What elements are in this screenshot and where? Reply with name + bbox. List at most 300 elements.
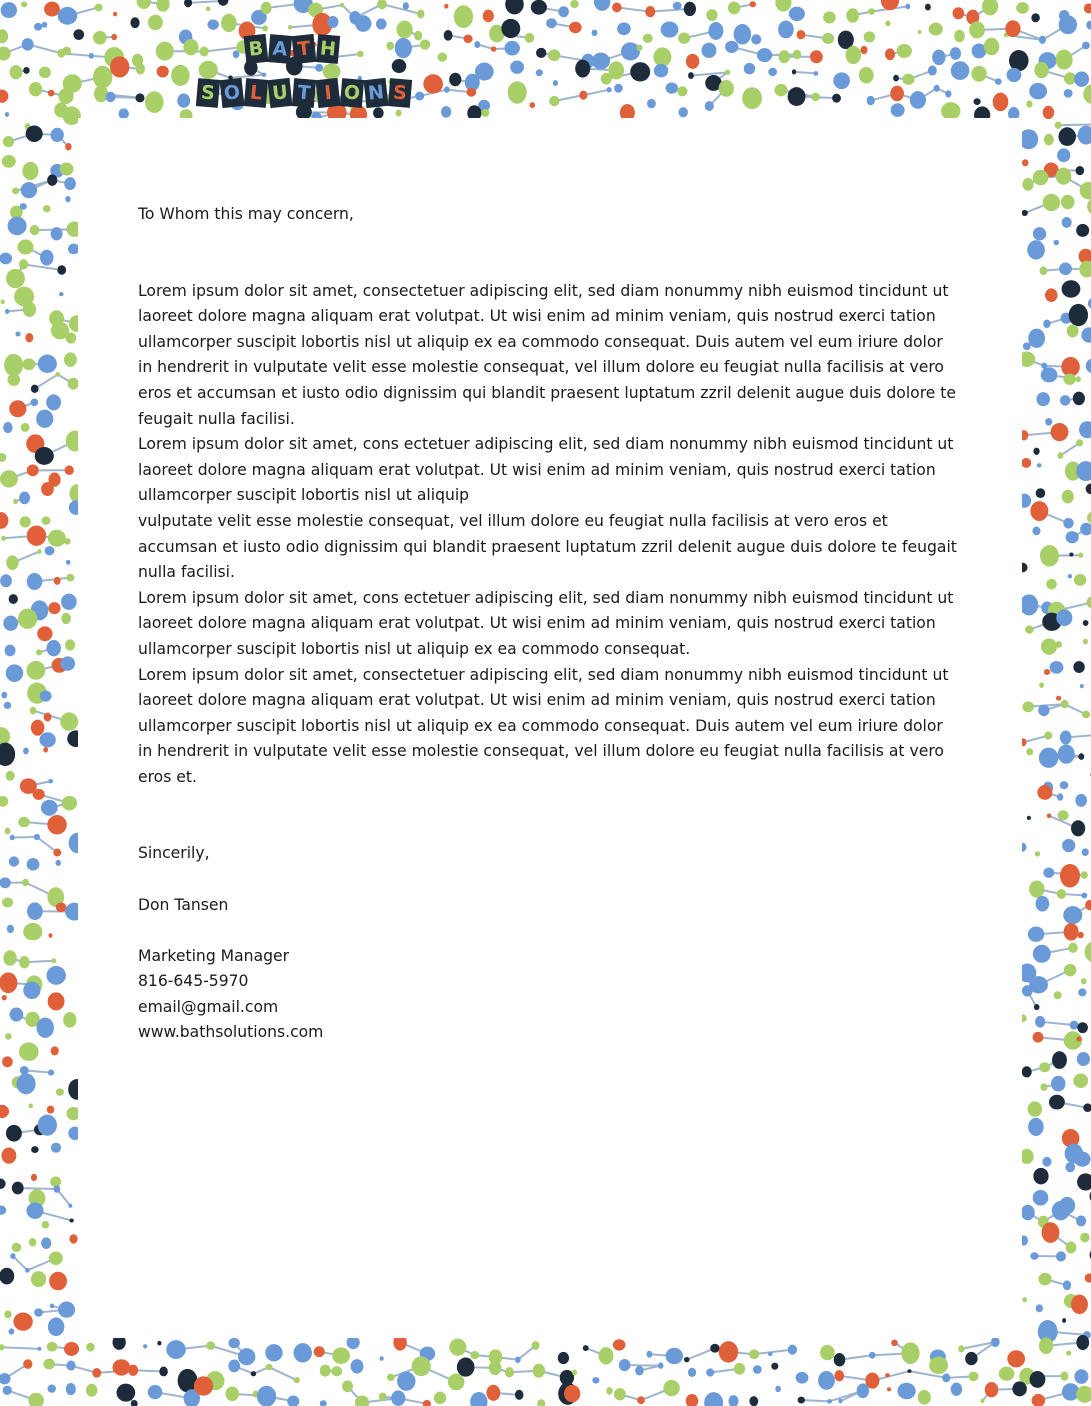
pattern-dot (1037, 785, 1052, 800)
logo-tile: U (268, 78, 293, 108)
pattern-dot (1078, 553, 1083, 558)
pattern-dot (531, 1341, 539, 1350)
pattern-dot (728, 1, 741, 14)
pattern-dot (1076, 1036, 1081, 1041)
pattern-dot (1086, 359, 1091, 373)
pattern-dot (351, 1359, 364, 1373)
pattern-dot (749, 1349, 759, 1359)
pattern-dot (444, 86, 450, 93)
pattern-dot (1044, 669, 1050, 675)
pattern-dot (1056, 696, 1061, 701)
pattern-dot (1055, 641, 1062, 648)
pattern-dot (177, 93, 190, 107)
pattern-dot (31, 1174, 37, 1181)
pattern-dot (0, 470, 18, 487)
pattern-dot (688, 72, 694, 79)
pattern-dot (228, 1360, 240, 1373)
logo-tile: O (340, 78, 364, 108)
pattern-dot (26, 125, 43, 141)
pattern-dot (725, 70, 731, 75)
pattern-dot (39, 732, 55, 747)
pattern-dot (1076, 166, 1085, 175)
pattern-dot (10, 1253, 15, 1259)
pattern-dot (23, 747, 29, 754)
pattern-dot (1056, 609, 1072, 626)
pattern-dot (69, 1234, 77, 1243)
pattern-dot (41, 1237, 51, 1249)
pattern-dot (728, 1395, 738, 1406)
pattern-dot (1085, 900, 1091, 910)
pattern-dot (434, 1392, 446, 1405)
pattern-dot (257, 1386, 276, 1406)
pattern-dot (658, 1362, 663, 1368)
logo-tile: A (268, 34, 292, 64)
pattern-dot (145, 91, 164, 113)
pattern-dot (64, 177, 76, 190)
pattern-dot (546, 18, 557, 28)
pattern-dot (1056, 1251, 1066, 1261)
pattern-dot (1084, 3, 1091, 13)
pattern-dot (47, 640, 61, 656)
pattern-dot (30, 225, 40, 235)
pattern-dot (137, 0, 151, 9)
pattern-dot (110, 56, 129, 77)
pattern-dot (1080, 182, 1091, 200)
pattern-dot (93, 66, 113, 89)
pattern-dot (902, 74, 914, 85)
logo-tile: I (316, 78, 341, 108)
pattern-dot (41, 482, 54, 496)
pattern-dot (136, 63, 145, 74)
pattern-dot (47, 174, 57, 185)
pattern-dot (34, 834, 40, 840)
pattern-dot (725, 41, 738, 53)
pattern-dot (1062, 217, 1072, 228)
pattern-dot (1037, 463, 1042, 467)
pattern-dot (38, 1115, 57, 1136)
pattern-dot (1039, 1337, 1053, 1354)
pattern-dot (21, 182, 37, 198)
bath-solutions-logo (195, 33, 415, 115)
pattern-dot (1063, 1280, 1071, 1290)
pattern-dot (1068, 943, 1078, 953)
pattern-dot (27, 902, 43, 920)
pattern-dot (10, 65, 23, 79)
pattern-dot (66, 1360, 75, 1370)
pattern-dot (505, 0, 524, 14)
pattern-dot (701, 43, 716, 58)
pattern-dot (982, 0, 998, 15)
pattern-dot (1067, 324, 1079, 337)
signer-phone: 816-645-5970 (138, 972, 249, 991)
pattern-dot (1025, 626, 1034, 634)
pattern-dot (1049, 1095, 1065, 1110)
pattern-dot (46, 394, 61, 410)
pattern-dot (89, 53, 94, 59)
pattern-dot (10, 835, 15, 841)
pattern-dot (1045, 418, 1052, 426)
pattern-dot (1061, 195, 1075, 209)
pattern-dot (36, 1018, 53, 1038)
pattern-dot (19, 259, 28, 269)
pattern-dot (1083, 620, 1089, 626)
pattern-dot (1041, 367, 1058, 382)
pattern-dot (63, 1012, 76, 1028)
pattern-dot (1065, 1162, 1075, 1172)
pattern-dot (5, 645, 16, 657)
pattern-dot (796, 1372, 809, 1384)
pattern-dot (414, 31, 422, 41)
pattern-dot (637, 1396, 645, 1404)
pattern-dot (1077, 1022, 1088, 1033)
pattern-dot (486, 1385, 500, 1401)
pattern-dot (775, 0, 791, 12)
pattern-dot (1043, 319, 1050, 328)
pattern-dot (19, 956, 29, 968)
pattern-dot (1036, 392, 1049, 406)
pattern-dot (613, 1339, 626, 1350)
pattern-dot (1076, 224, 1089, 237)
pattern-dot (788, 87, 806, 106)
pattern-link (24, 264, 62, 270)
pattern-dot (1022, 159, 1029, 166)
pattern-dot (1083, 639, 1088, 645)
pattern-dot (868, 8, 875, 15)
pattern-dot (1052, 1201, 1070, 1220)
pattern-dot (969, 21, 985, 38)
pattern-dot (1040, 266, 1048, 275)
pattern-dot (1061, 700, 1069, 708)
pattern-dot (3, 136, 14, 147)
pattern-dot (1079, 261, 1091, 278)
pattern-dot (218, 0, 228, 6)
pattern-dot (293, 1343, 311, 1362)
pattern-dot (1016, 2, 1029, 14)
pattern-dot (793, 50, 801, 59)
pattern-dot (1033, 170, 1049, 186)
pattern-dot (1073, 1074, 1088, 1088)
pattern-dot (4, 354, 23, 376)
pattern-dot (3, 1386, 12, 1395)
pattern-dot (1035, 851, 1040, 857)
pattern-dot (49, 1272, 67, 1291)
pattern-dot (47, 815, 66, 834)
pattern-dot (1039, 748, 1059, 768)
pattern-dot (1082, 711, 1090, 719)
pattern-dot (951, 1383, 963, 1396)
pattern-dot (798, 1397, 805, 1404)
pattern-dot (95, 4, 103, 12)
pattern-dot (34, 23, 42, 31)
pattern-dot (1035, 1016, 1045, 1028)
pattern-dot (60, 656, 75, 670)
pattern-dot (287, 1395, 299, 1406)
pattern-dot (969, 1372, 979, 1382)
pattern-dot (1039, 36, 1046, 44)
pattern-dot (984, 38, 999, 56)
pattern-dot (62, 47, 71, 56)
pattern-dot (1083, 84, 1091, 104)
pattern-dot (42, 22, 48, 28)
pattern-dot (789, 7, 805, 21)
pattern-dot (19, 1042, 39, 1061)
pattern-dot (0, 453, 6, 462)
pattern-dot (864, 31, 876, 42)
pattern-dot (6, 664, 23, 682)
pattern-dot (64, 352, 77, 367)
pattern-dot (564, 1385, 580, 1403)
pattern-dot (8, 217, 27, 236)
pattern-dot (66, 574, 74, 582)
pattern-dot (37, 549, 41, 554)
pattern-dot (1085, 941, 1091, 962)
pattern-dot (43, 1359, 54, 1370)
pattern-dot (897, 1383, 915, 1400)
pattern-dot (549, 96, 559, 106)
pattern-dot (1038, 705, 1049, 716)
pattern-link (801, 1400, 829, 1401)
pattern-dot (1043, 194, 1061, 211)
pattern-dot (505, 1367, 514, 1377)
pattern-dot (1021, 1205, 1035, 1221)
pattern-dot (50, 1176, 61, 1187)
pattern-dot (1047, 813, 1051, 818)
pattern-dot (60, 162, 74, 175)
pattern-dot (474, 41, 480, 48)
pattern-dot (57, 265, 66, 275)
pattern-dot (1060, 731, 1072, 745)
pattern-dot (194, 1376, 213, 1395)
pattern-dot (768, 1352, 773, 1356)
pattern-dot (934, 85, 940, 92)
pattern-dot (73, 29, 84, 40)
pattern-dot (1009, 50, 1029, 71)
pattern-dot (599, 1347, 614, 1364)
pattern-dot (43, 205, 51, 212)
pattern-dot (1044, 732, 1052, 740)
pattern-dot (2, 155, 16, 168)
pattern-dot (666, 1348, 683, 1365)
pattern-dot (1033, 448, 1039, 455)
pattern-dot (448, 1374, 465, 1391)
pattern-dot (910, 91, 926, 109)
pattern-dot (66, 1383, 76, 1395)
pattern-dot (47, 1342, 58, 1352)
pattern-dot (533, 1364, 546, 1378)
pattern-dot (768, 68, 777, 76)
pattern-dot (293, 1377, 299, 1383)
pattern-dot (951, 61, 969, 80)
pattern-dot (1029, 880, 1044, 897)
pattern-dot (59, 292, 64, 296)
pattern-dot (1042, 1222, 1060, 1243)
pattern-dot (40, 250, 53, 266)
pattern-dot (995, 78, 1002, 84)
pattern-dot (607, 87, 612, 92)
pattern-dot (985, 1382, 999, 1397)
pattern-dot (27, 858, 40, 871)
pattern-dot (184, 0, 192, 7)
pattern-dot (1041, 638, 1057, 654)
pattern-dot (34, 1308, 43, 1316)
pattern-dot (1, 536, 5, 541)
pattern-dot (686, 54, 699, 69)
pattern-dot (1, 2, 17, 18)
pattern-dot (6, 1125, 22, 1142)
pattern-dot (950, 47, 961, 60)
pattern-dot (504, 41, 520, 56)
pattern-dot (663, 1380, 679, 1396)
pattern-dot (391, 1390, 405, 1406)
pattern-dot (2, 897, 13, 907)
pattern-dot (1046, 579, 1057, 590)
pattern-dot (1086, 483, 1091, 494)
pattern-dot (757, 48, 772, 62)
pattern-dot (206, 1341, 215, 1350)
pattern-dot (575, 60, 590, 78)
pattern-dot (143, 1344, 147, 1348)
pattern-dot (44, 2, 60, 17)
pattern-dot (21, 423, 30, 432)
pattern-dot (22, 879, 29, 886)
pattern-dot (1020, 594, 1039, 615)
pattern-dot (1043, 106, 1054, 119)
pattern-dot (58, 88, 73, 104)
pattern-dot (48, 1070, 54, 1076)
pattern-dot (251, 1371, 257, 1376)
pattern-dot (13, 499, 18, 505)
pattern-dot (166, 1340, 185, 1359)
pattern-dot (643, 34, 653, 43)
pattern-dot (929, 1357, 948, 1374)
pattern-dot (827, 1399, 832, 1404)
pattern-dot (4, 1311, 11, 1319)
pattern-dot (1076, 376, 1081, 382)
pattern-dot (846, 46, 862, 64)
pattern-dot (9, 1328, 15, 1334)
pattern-dot (1062, 490, 1074, 504)
pattern-dot (417, 9, 424, 18)
letter-body (138, 202, 958, 1046)
pattern-dot (221, 14, 237, 32)
pattern-dot (779, 50, 790, 63)
pattern-dot (51, 128, 64, 142)
pattern-dot (1070, 1021, 1079, 1030)
pattern-dot (1033, 1032, 1044, 1043)
pattern-dot (23, 358, 36, 370)
pattern-dot (44, 713, 52, 722)
pattern-dot (35, 447, 54, 465)
logo-tile: T (292, 34, 317, 64)
pattern-dot (1073, 392, 1085, 406)
pattern-dot (40, 691, 52, 702)
pattern-dot (423, 1400, 431, 1406)
pattern-dot (1054, 991, 1062, 999)
pattern-dot (1027, 240, 1045, 259)
pattern-dot (0, 972, 17, 993)
pattern-dot (30, 707, 37, 715)
pattern-dot (1060, 781, 1069, 789)
pattern-dot (1038, 1273, 1051, 1286)
pattern-dot (225, 1386, 238, 1401)
pattern-dot (753, 1365, 762, 1374)
pattern-dot (536, 48, 546, 58)
pattern-dot (1066, 1351, 1071, 1356)
signoff: Sincerily, (138, 844, 210, 863)
pattern-dot (50, 1304, 54, 1309)
pattern-dot (54, 1185, 61, 1193)
pattern-link (188, 1, 223, 3)
pattern-dot (834, 1353, 846, 1367)
pattern-dot (954, 30, 965, 43)
logo-tile: L (244, 78, 268, 108)
pattern-dot (1062, 280, 1081, 297)
pattern-link (1058, 124, 1091, 125)
pattern-dot (797, 30, 806, 39)
pattern-dot (27, 1202, 44, 1218)
pattern-dot (449, 1339, 466, 1356)
pattern-dot (645, 6, 655, 17)
pattern-dot (28, 1104, 33, 1109)
pattern-link (691, 72, 728, 75)
pattern-dot (1034, 62, 1048, 78)
pattern-dot (705, 101, 714, 111)
pattern-dot (0, 29, 8, 43)
pattern-dot (1030, 501, 1048, 521)
pattern-dot (1058, 452, 1064, 459)
pattern-dot (614, 84, 623, 93)
pattern-dot (1031, 13, 1040, 22)
pattern-dot (22, 162, 38, 180)
pattern-dot (673, 2, 682, 10)
pattern-dot (21, 2, 27, 8)
pattern-dot (569, 22, 582, 33)
pattern-dot (749, 1, 756, 7)
pattern-dot (314, 1346, 325, 1357)
pattern-dot (51, 1143, 61, 1153)
pattern-dot (27, 661, 46, 680)
pattern-dot (483, 10, 494, 23)
pattern-dot (1081, 978, 1087, 984)
pattern-dot (678, 107, 687, 117)
pattern-dot (1028, 1101, 1042, 1116)
pattern-dot (1026, 100, 1032, 107)
pattern-dot (7, 925, 14, 933)
pattern-dot (891, 1340, 898, 1347)
pattern-dot (331, 1366, 342, 1376)
pattern-dot (0, 796, 8, 807)
pattern-dot (792, 69, 796, 74)
pattern-dot (65, 143, 71, 150)
pattern-dot (859, 67, 874, 84)
pattern-dot (0, 512, 8, 529)
pattern-dot (48, 90, 55, 97)
pattern-dot (1045, 288, 1058, 302)
pattern-dot (13, 1313, 32, 1331)
pattern-dot (1022, 985, 1033, 996)
pattern-dot (1061, 1371, 1069, 1380)
pattern-dot (68, 1204, 72, 1208)
pattern-dot (47, 1385, 56, 1393)
pattern-dot (1074, 1152, 1091, 1167)
pattern-dot (510, 60, 524, 73)
pattern-dot (666, 82, 678, 93)
pattern-dot (355, 15, 371, 32)
pattern-dot (37, 626, 52, 641)
pattern-dot (376, 18, 387, 29)
pattern-dot (710, 1344, 719, 1353)
pattern-dot (635, 1366, 644, 1376)
